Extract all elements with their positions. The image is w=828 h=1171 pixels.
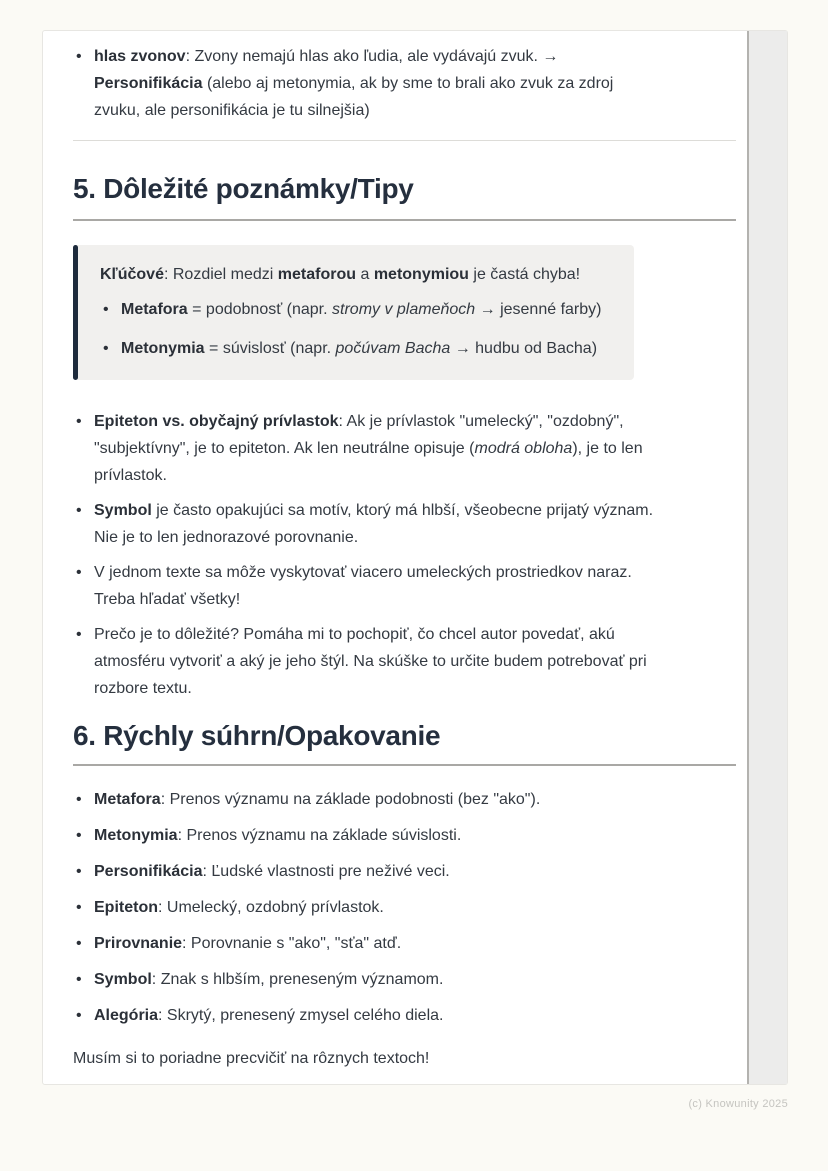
document-page [42,30,788,1085]
copyright-text: (c) Knowunity 2025 [688,1098,788,1110]
closing-note: Musím si to poriadne precvičiť na rôznych textoch! [73,1050,430,1067]
section-5-title-rule [73,219,736,221]
section-6-title-rule [73,764,736,766]
list-item: • Metonymia = súvislosť (napr. počúvam Bacha → hudbu od Bacha) [100,335,610,362]
list-item: • hlas zvonov: Zvony nemajú hlas ako ľudia, ale vydávajú zvuk. → Personifikácia (alebo aj metonymia, ak by sme to brali ako zvuk za zdroj zvuku, ale personifikácia je tu silnejšia) [73,43,659,124]
intro-bullet-list [73,43,736,124]
list-item: • Prirovnanie: Porovnanie s "ako", "sťa" atď. [73,930,736,957]
list-item: • Metafora = podobnosť (napr. stromy v plameňoch → jesenné farby) [100,296,610,323]
section-6-bullet-list [73,786,736,1029]
section-divider [73,140,736,141]
section-5-title: 5. Dôležité poznámky/Tipy [73,173,414,204]
list-item: • Prečo je to dôležité? Pomáha mi to pochopiť, čo chcel autor povedať, akú atmosféru vytvoriť a aký je jeho štýl. Na skúške to určite budem potrebovať pri rozbore textu. [73,621,659,702]
page-content [73,43,736,1072]
list-item: • Epiteton: Umelecký, ozdobný prívlastok. [73,894,736,921]
list-item: • Metafora: Prenos významu na základe podobnosti (bez "ako"). [73,786,736,813]
section-6-title: 6. Rýchly súhrn/Opakovanie [73,720,441,751]
list-item: • Personifikácia: Ľudské vlastnosti pre neživé veci. [73,858,736,885]
callout-accent-bar [73,245,78,380]
callout-bullet-list [100,296,610,362]
list-item: • V jednom texte sa môže vyskytovať viacero umeleckých prostriedkov naraz. Treba hľadať všetky! [73,559,659,613]
key-callout [73,245,634,380]
list-item: • Symbol: Znak s hlbším, preneseným významom. [73,966,736,993]
section-5-bullet-list [73,408,736,702]
list-item: • Symbol je často opakujúci sa motív, ktorý má hlbší, všeobecne prijatý význam. Nie je to len jednorazové porovnanie. [73,497,659,551]
callout-intro-text: Kľúčové: Rozdiel medzi metaforou a metonymiou je častá chyba! [100,266,581,283]
list-item: • Alegória: Skrytý, prenesený zmysel celého diela. [73,1002,736,1029]
list-item: • Metonymia: Prenos významu na základe súvislosti. [73,822,736,849]
list-item: • Epiteton vs. obyčajný prívlastok: Ak je prívlastok "umelecký", "ozdobný", "subjektívny", je to epiteton. Ak len neutrálne opisuje (modrá obloha), je to len prívlastok. [73,408,659,489]
scrollbar-track[interactable] [747,31,787,1084]
